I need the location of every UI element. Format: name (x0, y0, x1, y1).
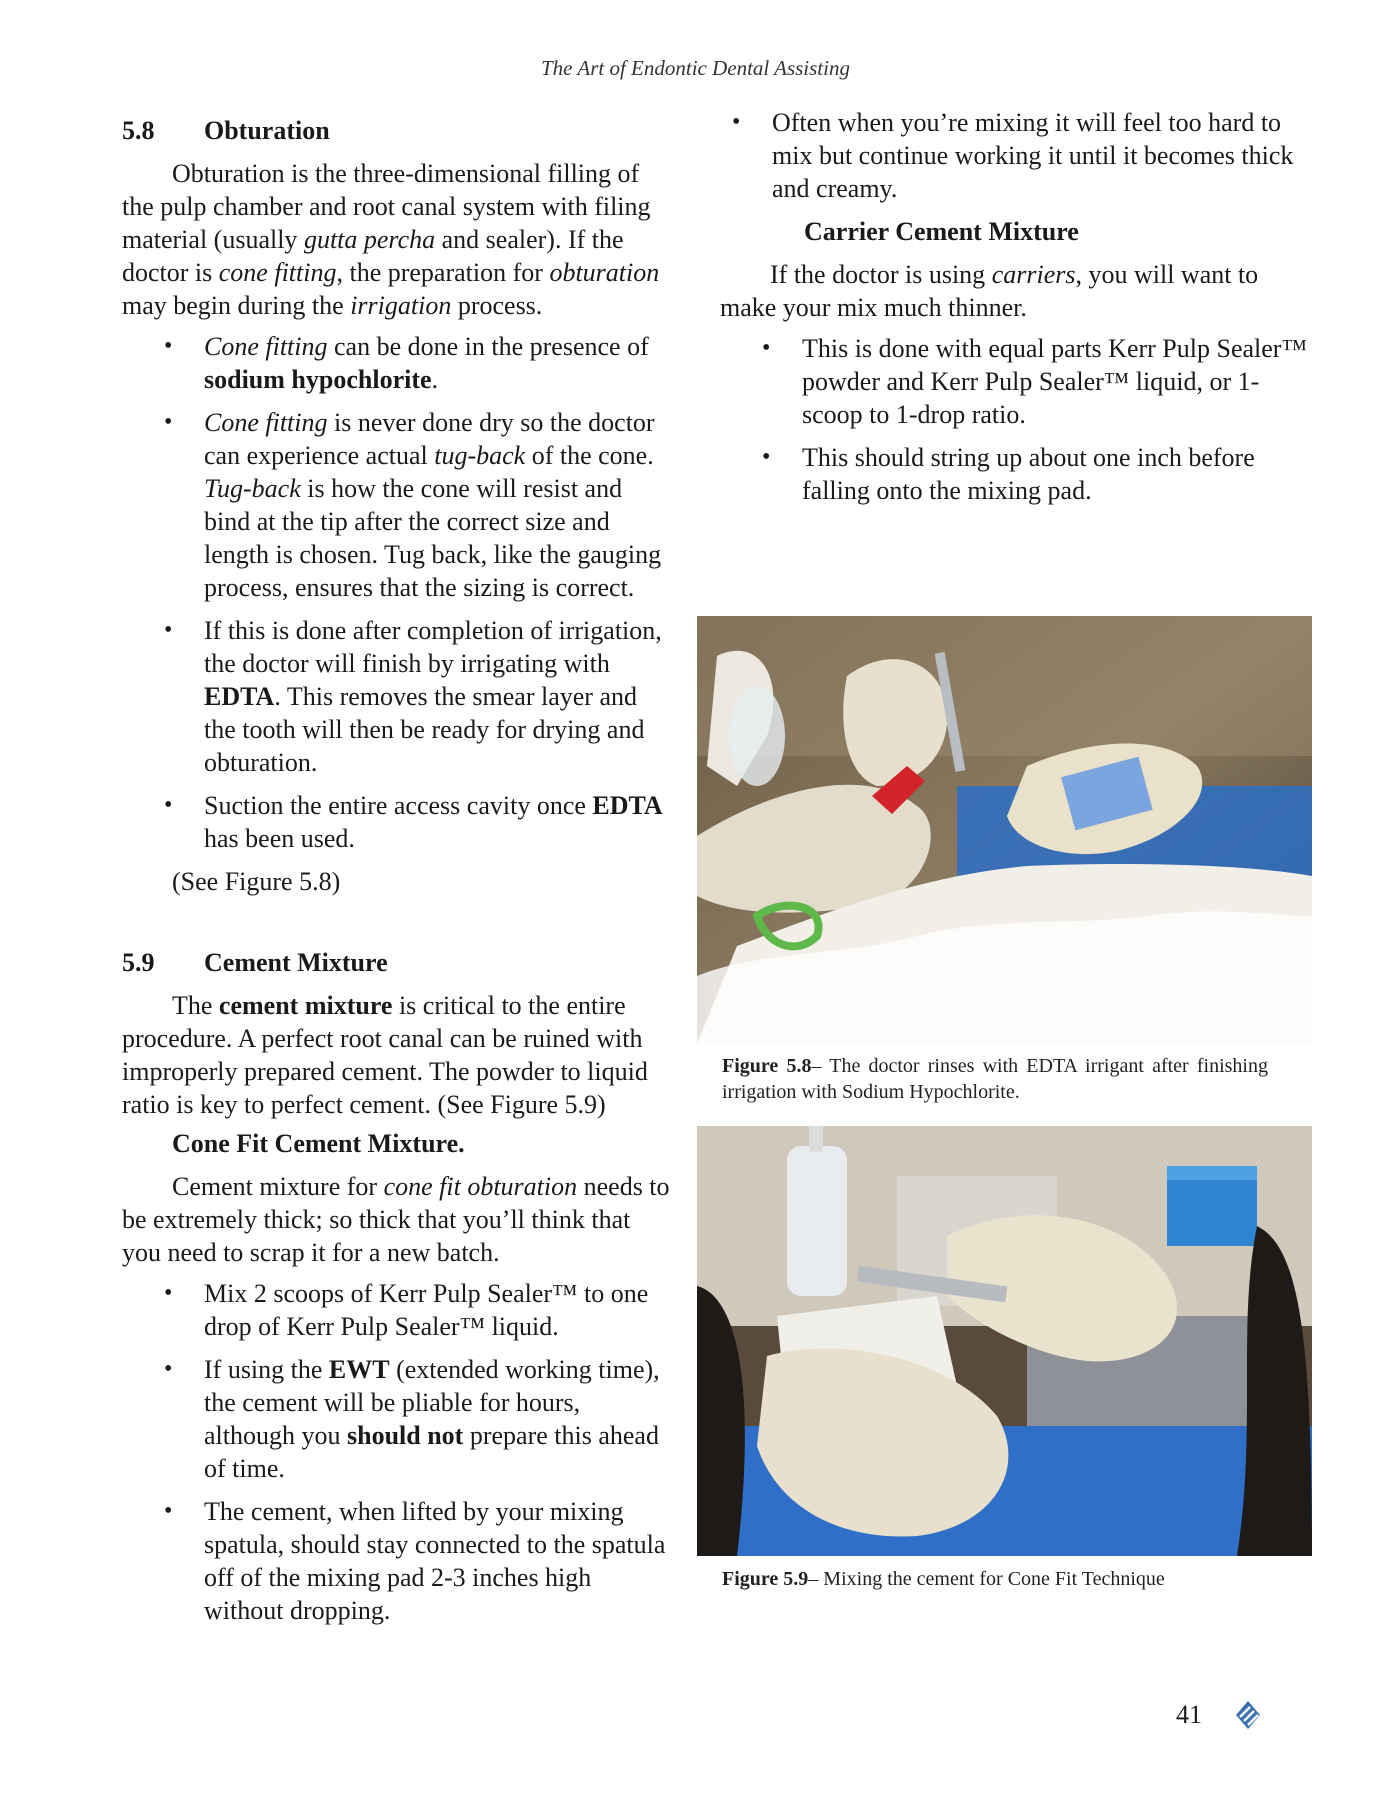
right-column (690, 108, 1310, 517)
figure-5-9-photo (697, 1126, 1312, 1556)
section-5-8-heading (122, 114, 670, 147)
carrier-subheading: Carrier Cement Mixture (804, 217, 1079, 246)
list-item: • If this is done after completion of irrigation, the doctor will finish by irrigating with EDTA. This removes the smear layer and the tooth will then be ready for drying and obturation. (122, 614, 670, 779)
section-number: 5.9 (122, 948, 155, 977)
cone-fit-paragraph: Cement mixture for cone fit obturation needs to be extremely thick; so thick that you’ll think that you need to scrap it for a new batch. (122, 1172, 670, 1267)
obturation-paragraph: Obturation is the three-dimensional filling of the pulp chamber and root canal system with filing material (usually gutta percha and sealer). If the doctor is cone fitting, the preparation for obturation may begin during the irrigation process. (122, 159, 660, 320)
figure-5-9-caption: Figure 5.9– Mixing the cement for Cone Fit Technique (722, 1568, 1165, 1590)
edta-irrigation-image (697, 616, 1312, 1044)
see-figure-reference: (See Figure 5.8) (172, 867, 341, 896)
publisher-logo-icon (1230, 1697, 1266, 1733)
cone-fit-bullet-list-continued (690, 106, 1310, 205)
list-item: • Often when you’re mixing it will feel too hard to mix but continue working it until it becomes thick and creamy. (690, 106, 1310, 205)
section-5-9-heading (122, 946, 670, 979)
cone-fit-subheading: Cone Fit Cement Mixture. (172, 1129, 465, 1158)
running-title: The Art of Endontic Dental Assisting (541, 56, 850, 80)
list-item: • The cement, when lifted by your mixing spatula, should stay connected to the spatula off of the mixing pad 2-3 inches high without dropping. (122, 1495, 670, 1627)
list-item: • This is done with equal parts Kerr Pulp Sealer™ powder and Kerr Pulp Sealer™ liquid, or 1-scoop to 1-drop ratio. (720, 332, 1310, 431)
cement-intro-paragraph: The cement mixture is critical to the entire procedure. A perfect root canal can be ruined with improperly prepared cement. The powder to liquid ratio is key to perfect cement. (See Figure 5.9) (122, 991, 648, 1119)
list-item: • This should string up about one inch before falling onto the mixing pad. (720, 441, 1310, 507)
list-item: • Suction the entire access cavity once EDTA has been used. (122, 789, 670, 855)
figure-5-8-photo (697, 616, 1312, 1044)
section-title: Obturation (204, 116, 330, 145)
figure-5-8-caption: Figure 5.8– The doctor rinses with EDTA irrigant after finishing irrigation with Sodium Hypochlorite. (722, 1055, 1268, 1103)
page-number: 41 (1176, 1700, 1202, 1729)
list-item: • Cone fitting can be done in the presence of sodium hypochlorite. (122, 330, 670, 396)
section-title: Cement Mixture (204, 948, 388, 977)
carrier-bullet-list (720, 332, 1310, 507)
list-item: • If using the EWT (extended working time), the cement will be pliable for hours, although you should not prepare this ahead of time. (122, 1353, 670, 1485)
cone-fit-bullet-list (122, 1277, 670, 1627)
section-number: 5.8 (122, 116, 155, 145)
left-column (122, 114, 670, 1637)
list-item: • Mix 2 scoops of Kerr Pulp Sealer™ to one drop of Kerr Pulp Sealer™ liquid. (122, 1277, 670, 1343)
carrier-paragraph: If the doctor is using carriers, you will want to make your mix much thinner. (720, 260, 1259, 322)
cement-mixing-image (697, 1126, 1312, 1556)
list-item: • Cone fitting is never done dry so the doctor can experience actual tug-back of the cone. Tug-back is how the cone will resist and bind at the tip after the correct size and length is chosen. Tug back, like the gauging process, ensures that the sizing is correct. (122, 406, 670, 604)
obturation-bullet-list (122, 330, 670, 855)
